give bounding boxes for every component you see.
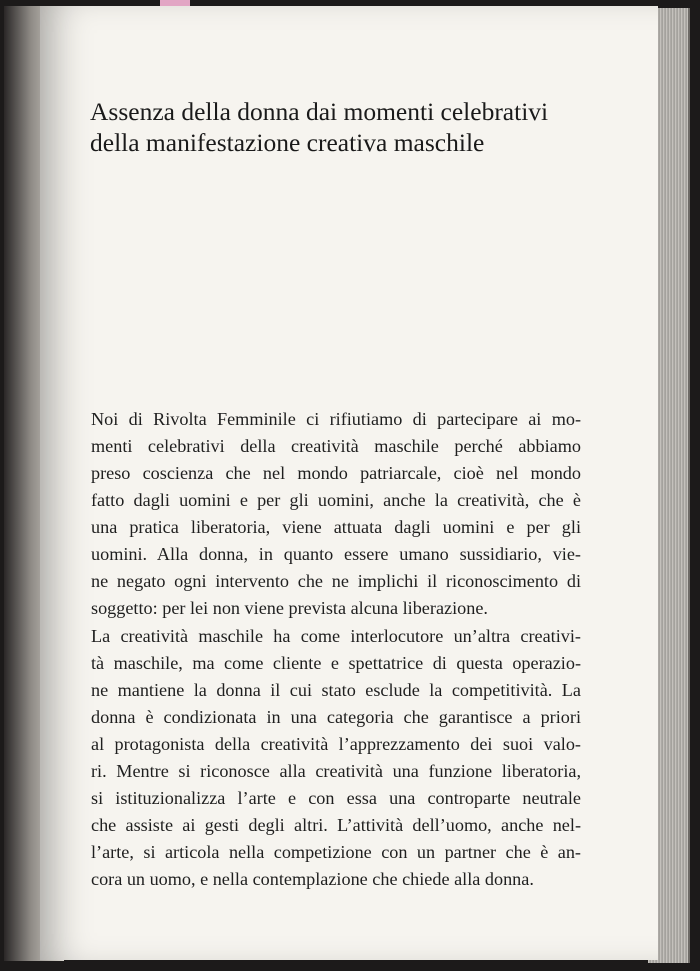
- paragraph: [91, 406, 581, 622]
- page-title: [90, 96, 570, 158]
- text-line: uomini. Alla donna, in quanto essere umano sussidiario, vie-: [91, 544, 581, 564]
- text-line: tà maschile, ma come cliente e spettatrice di questa operazio-: [91, 653, 581, 673]
- text-line: La creatività maschile ha come interlocutore un’altra creativi-: [91, 626, 581, 646]
- title-line: della manifestazione creativa maschile: [90, 128, 485, 157]
- paragraph: [91, 623, 581, 893]
- text-line: ne negato ogni intervento che ne implichi il riconoscimento di: [91, 571, 581, 591]
- text-line: che assiste ai gesti degli altri. L’attività dell’uomo, anche nel-: [91, 815, 581, 835]
- text-line: ri. Mentre si riconosce alla creatività una funzione liberatoria,: [91, 761, 581, 781]
- text-line: ne mantiene la donna il cui stato esclude la competitività. La: [91, 680, 581, 700]
- text-line: una pratica liberatoria, viene attuata dagli uomini e per gli: [91, 517, 581, 537]
- text-line: Noi di Rivolta Femminile ci rifiutiamo di partecipare ai mo-: [91, 409, 581, 429]
- text-line: menti celebrativi della creatività maschile perché abbiamo: [91, 436, 581, 456]
- text-line: cora un uomo, e nella contemplazione che chiede alla donna.: [91, 869, 534, 889]
- text-line: donna è condizionata in una categoria che garantisce a priori: [91, 707, 581, 727]
- text-line: fatto dagli uomini e per gli uomini, anche la creatività, che è: [91, 490, 581, 510]
- text-line: soggetto: per lei non viene prevista alcuna liberazione.: [91, 598, 488, 618]
- text-line: preso coscienza che nel mondo patriarcale, cioè nel mondo: [91, 463, 581, 483]
- title-line: Assenza della donna dai momenti celebrativi: [90, 97, 549, 126]
- text-line: si istituzionalizza l’arte e con essa una controparte neutrale: [91, 788, 581, 808]
- text-line: l’arte, si articola nella competizione con un partner che è an-: [91, 842, 581, 862]
- text-line: al protagonista della creatività l’apprezzamento dei suoi valo-: [91, 734, 581, 754]
